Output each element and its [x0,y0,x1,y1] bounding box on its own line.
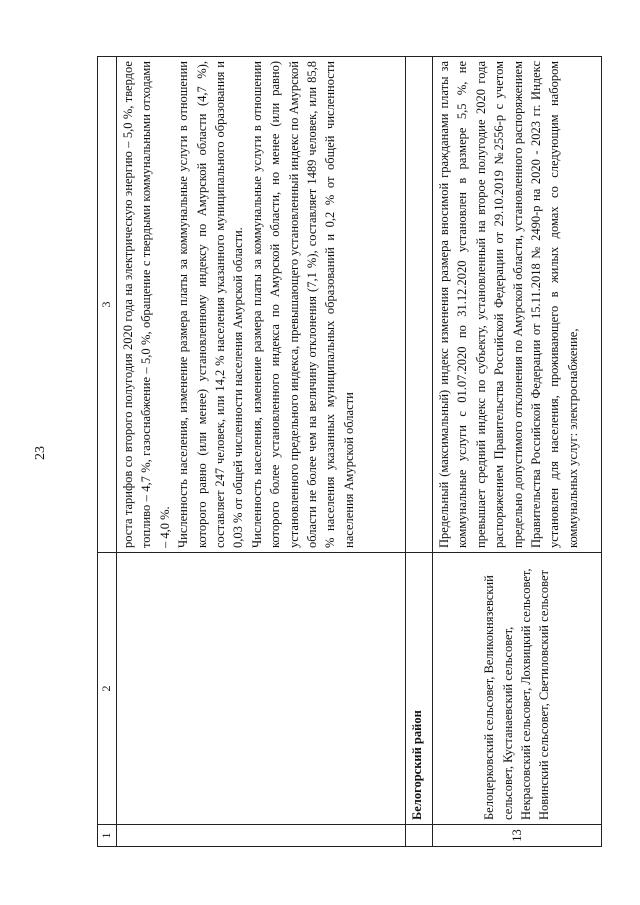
data-table [97,56,602,847]
table-row [433,57,602,847]
district-name: Белогорский район [406,553,433,825]
header-cell-1: 1 [98,825,117,847]
description-cell [117,57,406,553]
row-number-cell [117,825,406,847]
description-paragraph: Численность населения, изменение размера платы за коммунальные услуги в отношении которого более установленного индекса по Амурской области, но менее (или равно) установленного предельного индекса, превышающего установленный индекс по Амурской области не более чем на величину отклонения (7,1 %), составляет 1489 человек, или 85,8 % населения указанных муниципальных образований и 0,2 % от общей численности населения Амурской области [249,61,356,548]
description-paragraph: роста тарифов со второго полугодия 2020 года на электрическую энергию – 5,0 %, твердое топливо – 4,7 %, газоснабжение – 5,0 %, обращение с твердыми коммунальными отходами – 4,0 %. [121,61,172,548]
page-number: 23 [33,446,48,460]
district-empty-cell [406,57,433,553]
municipality-cell [117,553,406,825]
municipality-list: Белоцерковский сельсовет, Великокнязевский сельсовет, Кустанаевский сельсовет, Некрасовский сельсовет, Лохвицкий сельсовет, Новинский сельсовет, Светиловский сельсовет [433,553,602,825]
district-row [406,57,433,847]
header-cell-3: 3 [98,57,117,553]
table-row-continuation [117,57,406,847]
description-paragraph: Численность населения, изменение размера платы за коммунальные услуги в отношении которого равно (или менее) установленному индексу по Амурской области (4,7 %), составляет 247 человек, или 14,2 % населения указанного муниципального образования и 0,03 % от общей численности населения Амурской области. [176,61,246,548]
table-header-row [98,57,117,847]
row-number: 13 [433,825,602,847]
description-cell: Предельный (максимальный) индекс изменения размера вносимой гражданами платы за коммунальные услуги с 01.07.2020 по 31.12.2020 установлен в размере 5,5 %, не превышает средний индекс по субъекту, установленный на второе полугодие 2020 года распоряжением Правительства Российской Федерации от 29.10.2019 №2556-р с учетом предельно допустимого отклонения по Амурской области, установленного распоряжением Правительства Российской Федерации от 15.11.2018 № 2490-р на 2020 - 2023 гг. Индекс установлен для населения, проживающего в жилых домах со следующим набором коммунальных услуг: электроснабжение, [433,57,602,553]
district-empty-cell [406,825,433,847]
table-wrapper [97,57,602,847]
header-cell-2: 2 [98,553,117,825]
